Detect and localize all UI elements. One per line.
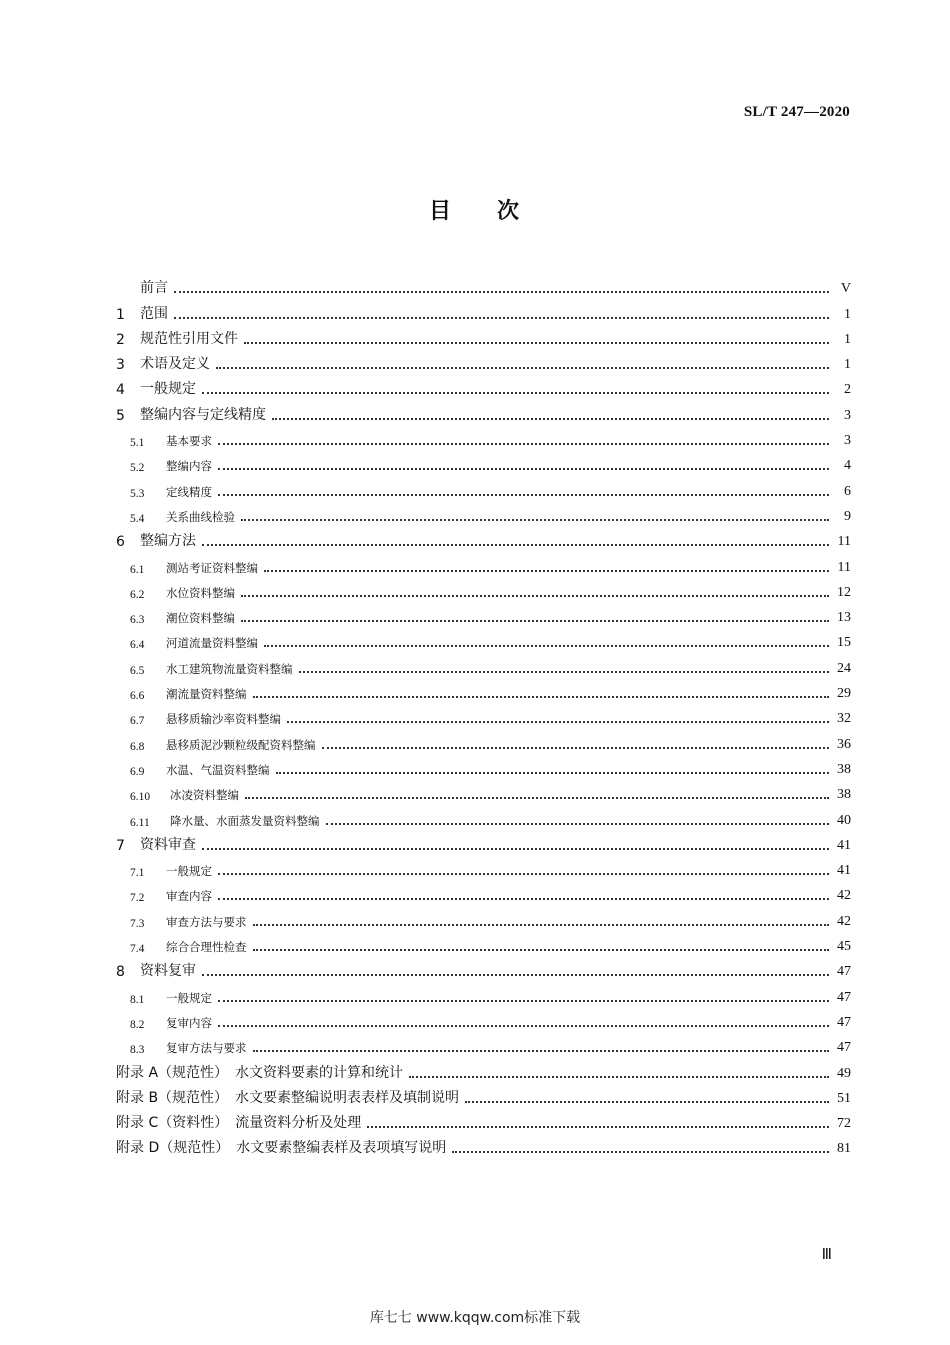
toc-dot-leader <box>174 291 829 293</box>
toc-dot-leader <box>202 392 829 394</box>
toc-entry-label: 审查内容 <box>166 889 212 904</box>
toc-entry-page: 41 <box>837 837 851 853</box>
toc-entry-number: 6.8 <box>130 740 145 753</box>
toc-entry-label: 悬移质输沙率资料整编 <box>166 712 281 727</box>
toc-entry-page: 11 <box>837 534 851 550</box>
toc-entry-page: 24 <box>837 660 851 676</box>
toc-section-entry[interactable] <box>116 373 851 398</box>
toc-entry-label: 基本要求 <box>166 434 212 449</box>
toc-entry-label: 河道流量资料整编 <box>166 636 258 651</box>
toc-entry-label: 整编方法 <box>140 533 196 550</box>
toc-entry-number: 8 <box>116 964 125 981</box>
toc-entry-page: 38 <box>837 787 851 803</box>
toc-entry-label: 复审方法与要求 <box>166 1041 247 1056</box>
toc-entry-number: 7.1 <box>130 867 145 880</box>
toc-dot-leader <box>174 317 829 319</box>
toc-dot-leader <box>272 418 829 420</box>
toc-dot-leader <box>409 1076 829 1078</box>
toc-entry-page: 6 <box>844 483 851 499</box>
toc-entry-page: V <box>840 281 851 297</box>
toc-entry-label: 复审内容 <box>166 1015 212 1030</box>
toc-entry-number: 5.4 <box>130 512 145 525</box>
toc-entry-page: 41 <box>837 863 851 879</box>
toc-dot-leader <box>216 367 829 369</box>
toc-entry-page: 3 <box>844 433 851 449</box>
toc-subsection-entry[interactable] <box>116 879 851 904</box>
toc-entry-label: 水位资料整编 <box>166 585 235 600</box>
toc-entry-page: 3 <box>844 407 851 423</box>
page-number: Ⅲ <box>821 1247 832 1263</box>
toc-entry-number: 6.1 <box>130 563 145 576</box>
toc-entry-page: 12 <box>837 584 851 600</box>
toc-entry-number: 8.3 <box>130 1044 145 1057</box>
toc-dot-leader <box>244 342 829 344</box>
toc-entry-page: 40 <box>837 812 851 828</box>
toc-entry-label: 整编内容 <box>166 459 212 474</box>
toc-entry-label: 附录 D（规范性） 水文要素整编表样及表项填写说明 <box>116 1140 447 1157</box>
toc-subsection-entry[interactable] <box>116 980 851 1005</box>
toc-entry-number: 2 <box>116 331 125 348</box>
toc-entry-number: 6.7 <box>130 715 145 728</box>
toc-entry-label: 综合合理性检查 <box>166 940 247 955</box>
toc-entry-number: 6.10 <box>130 791 151 804</box>
toc-dot-leader <box>218 1000 829 1002</box>
toc-dot-leader <box>241 519 829 521</box>
toc-subsection-entry[interactable] <box>116 576 851 601</box>
toc-dot-leader <box>218 494 829 496</box>
toc-dot-leader <box>218 873 829 875</box>
toc-entry-number: 4 <box>116 382 125 399</box>
toc-entry-label: 资料复审 <box>140 963 196 980</box>
toc-entry-label: 规范性引用文件 <box>140 330 238 347</box>
toc-entry-page: 81 <box>837 1141 851 1157</box>
toc-subsection-entry[interactable] <box>116 651 851 676</box>
toc-entry-page: 42 <box>837 888 851 904</box>
toc-entry-label: 附录 B（规范性） 水文要素整编说明表表样及填制说明 <box>116 1089 460 1106</box>
toc-section-entry[interactable] <box>116 525 851 550</box>
toc-entry-page: 1 <box>844 357 851 373</box>
toc-entry-page: 4 <box>844 458 851 474</box>
toc-appendix-entry[interactable] <box>116 1082 851 1107</box>
toc-title <box>0 194 950 225</box>
toc-entry-label: 水温、气温资料整编 <box>166 762 270 777</box>
toc-subsection-entry[interactable] <box>116 500 851 525</box>
toc-entry-page: 1 <box>844 331 851 347</box>
toc-dot-leader <box>202 544 829 546</box>
toc-entry-label: 一般规定 <box>140 381 196 398</box>
toc-entry-page: 72 <box>837 1116 851 1132</box>
toc-entry-label: 附录 A（规范性） 水文资料要素的计算和统计 <box>116 1064 404 1081</box>
toc-entry-label: 测站考证资料整编 <box>166 560 258 575</box>
toc-entry-number: 6.9 <box>130 765 145 778</box>
toc-dot-leader <box>245 797 829 799</box>
toc-dot-leader <box>465 1101 829 1103</box>
toc-entry-label: 水工建筑物流量资料整编 <box>166 661 293 676</box>
toc-dot-leader <box>253 696 830 698</box>
toc-subsection-entry[interactable] <box>116 753 851 778</box>
toc-dot-leader <box>326 823 830 825</box>
toc-entry-label: 定线精度 <box>166 484 212 499</box>
toc-entry-number: 3 <box>116 357 125 374</box>
toc-entry-page: 36 <box>837 736 851 752</box>
toc-section-entry[interactable] <box>116 829 851 854</box>
toc-entry-number: 5.1 <box>130 437 145 450</box>
watermark-text: 库七七 www.kqqw.com标准下载 <box>369 1310 581 1326</box>
toc-entry-page: 51 <box>837 1090 851 1106</box>
toc-entry-page: 9 <box>844 508 851 524</box>
toc-subsection-entry[interactable] <box>116 1031 851 1056</box>
toc-entry-label: 资料审查 <box>140 836 196 853</box>
toc-entry-page: 47 <box>837 989 851 1005</box>
toc-entry-number: 7.2 <box>130 892 145 905</box>
toc-section-entry[interactable] <box>116 348 851 373</box>
toc-entry-number: 8.1 <box>130 993 145 1006</box>
toc-dot-leader <box>218 1025 829 1027</box>
toc-entry-page: 2 <box>844 382 851 398</box>
toc-entry-label: 前言 <box>140 280 168 297</box>
toc-dot-leader <box>218 443 829 445</box>
toc-entry-number: 6.11 <box>130 816 150 829</box>
toc-dot-leader <box>322 747 830 749</box>
toc-title-char-1: 目 <box>428 199 453 224</box>
toc-section-entry[interactable] <box>116 398 851 423</box>
toc-entry-number: 7.3 <box>130 917 145 930</box>
toc-entry-page: 47 <box>837 1040 851 1056</box>
toc-entry-number: 6.3 <box>130 614 145 627</box>
toc-entry-label: 悬移质泥沙颗粒级配资料整编 <box>166 737 316 752</box>
toc-entry-label: 附录 C（资料性） 流量资料分析及处理 <box>116 1115 362 1132</box>
toc-title-char-2: 次 <box>497 199 522 224</box>
toc-dot-leader <box>253 924 830 926</box>
toc-entry-label: 降水量、水面蒸发量资料整编 <box>170 813 320 828</box>
toc-entry-page: 15 <box>837 635 851 651</box>
toc-entry-page: 29 <box>837 686 851 702</box>
document-code: SL/T 247—2020 <box>743 104 850 120</box>
toc-dot-leader <box>241 595 829 597</box>
toc-dot-leader <box>264 570 829 572</box>
table-of-contents <box>116 272 851 1157</box>
toc-subsection-entry[interactable] <box>116 803 851 828</box>
toc-subsection-entry[interactable] <box>116 601 851 626</box>
toc-subsection-entry[interactable] <box>116 1006 851 1031</box>
toc-dot-leader <box>253 949 830 951</box>
toc-section-entry[interactable] <box>116 323 851 348</box>
toc-dot-leader <box>367 1126 829 1128</box>
toc-appendix-entry[interactable] <box>116 1107 851 1132</box>
toc-entry-page: 32 <box>837 711 851 727</box>
toc-entry-number: 8.2 <box>130 1018 145 1031</box>
toc-subsection-entry[interactable] <box>116 904 851 929</box>
toc-dot-leader <box>218 898 829 900</box>
toc-subsection-entry[interactable] <box>116 424 851 449</box>
toc-dot-leader <box>202 848 829 850</box>
toc-subsection-entry[interactable] <box>116 677 851 702</box>
toc-entry-number: 6 <box>116 534 125 551</box>
toc-entry-label: 潮流量资料整编 <box>166 687 247 702</box>
toc-section-entry[interactable] <box>116 297 851 322</box>
toc-entry-page: 49 <box>837 1065 851 1081</box>
toc-dot-leader <box>202 974 829 976</box>
toc-entry-number: 5.2 <box>130 462 145 475</box>
toc-subsection-entry[interactable] <box>116 854 851 879</box>
toc-dot-leader <box>276 772 830 774</box>
toc-entry-number: 7 <box>116 837 125 854</box>
toc-entry-number: 5 <box>116 407 125 424</box>
toc-subsection-entry[interactable] <box>116 702 851 727</box>
toc-subsection-entry[interactable] <box>116 626 851 651</box>
toc-entry-label: 术语及定义 <box>140 356 210 373</box>
toc-entry-label: 范围 <box>140 305 168 322</box>
toc-dot-leader <box>218 468 829 470</box>
toc-entry-page: 47 <box>837 1014 851 1030</box>
toc-section-entry[interactable] <box>116 272 851 297</box>
toc-entry-label: 审查方法与要求 <box>166 914 247 929</box>
toc-entry-label: 关系曲线检验 <box>166 509 235 524</box>
toc-entry-number: 6.4 <box>130 639 145 652</box>
toc-entry-number: 6.6 <box>130 690 145 703</box>
toc-subsection-entry[interactable] <box>116 449 851 474</box>
toc-dot-leader <box>299 671 830 673</box>
toc-entry-number: 6.2 <box>130 588 145 601</box>
toc-subsection-entry[interactable] <box>116 727 851 752</box>
toc-entry-number: 7.4 <box>130 943 145 956</box>
toc-entry-page: 1 <box>844 306 851 322</box>
toc-entry-page: 47 <box>837 964 851 980</box>
toc-subsection-entry[interactable] <box>116 474 851 499</box>
toc-entry-page: 42 <box>837 913 851 929</box>
toc-entry-page: 11 <box>837 559 851 575</box>
toc-appendix-entry[interactable] <box>116 1056 851 1081</box>
toc-entry-page: 38 <box>837 761 851 777</box>
toc-entry-label: 潮位资料整编 <box>166 611 235 626</box>
toc-subsection-entry[interactable] <box>116 930 851 955</box>
toc-appendix-entry[interactable] <box>116 1132 851 1157</box>
toc-subsection-entry[interactable] <box>116 550 851 575</box>
toc-entry-number: 5.3 <box>130 487 145 500</box>
toc-entry-label: 冰凌资料整编 <box>170 788 239 803</box>
toc-entry-page: 13 <box>837 610 851 626</box>
toc-dot-leader <box>452 1151 829 1153</box>
toc-dot-leader <box>253 1050 830 1052</box>
toc-subsection-entry[interactable] <box>116 778 851 803</box>
toc-entry-label: 整编内容与定线精度 <box>140 406 266 423</box>
toc-entry-label: 一般规定 <box>166 864 212 879</box>
toc-dot-leader <box>264 645 829 647</box>
toc-dot-leader <box>241 620 829 622</box>
toc-entry-number: 1 <box>116 306 125 323</box>
toc-entry-label: 一般规定 <box>166 990 212 1005</box>
toc-dot-leader <box>287 721 829 723</box>
toc-entry-page: 45 <box>837 939 851 955</box>
toc-section-entry[interactable] <box>116 955 851 980</box>
toc-entry-number: 6.5 <box>130 664 145 677</box>
